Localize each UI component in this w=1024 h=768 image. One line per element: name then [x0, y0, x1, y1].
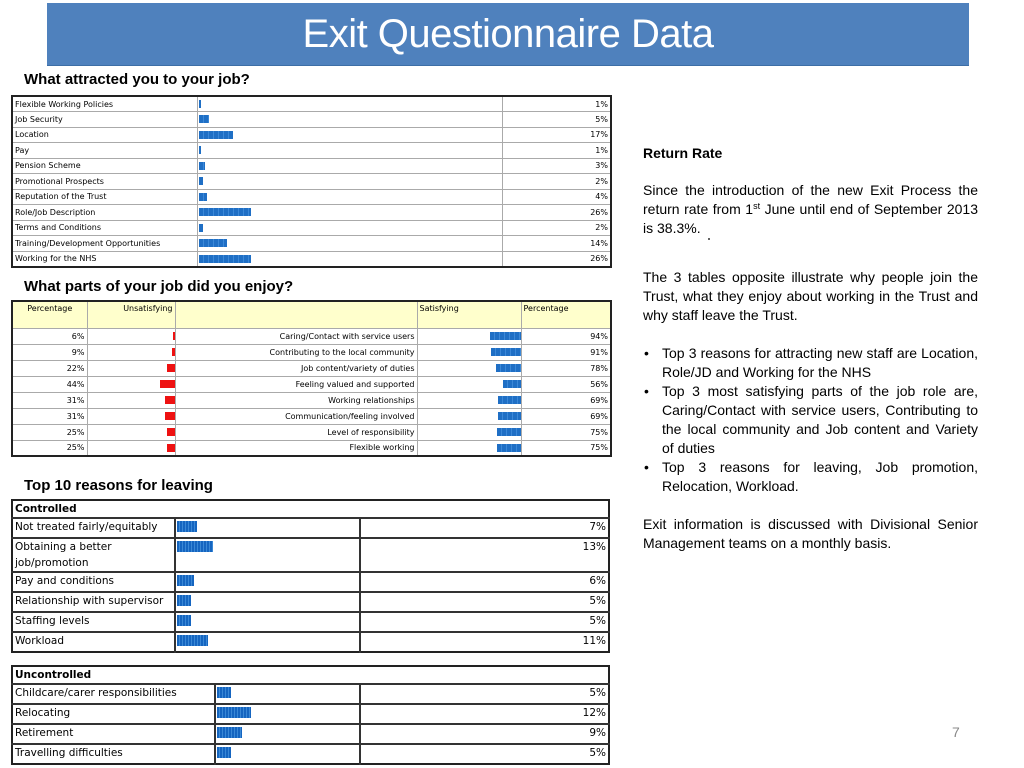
attracted-bar — [199, 239, 227, 247]
attracted-row — [12, 251, 611, 267]
attracted-row — [12, 174, 611, 190]
enjoy-row — [12, 392, 611, 408]
enjoy-category: Working relationships — [175, 392, 417, 408]
attracted-table — [11, 95, 612, 268]
enjoy-table — [11, 300, 612, 457]
attracted-bar — [199, 224, 203, 232]
uncontrolled-label: Retirement — [12, 724, 215, 744]
controlled-label: Pay and conditions — [12, 572, 175, 592]
stray-dot — [708, 238, 710, 240]
enjoy-row — [12, 360, 611, 376]
attracted-row — [12, 143, 611, 159]
summary-panel — [643, 144, 978, 572]
attracted-bar-cell — [197, 205, 502, 221]
title-banner — [47, 3, 969, 66]
controlled-bar-cell — [175, 538, 360, 572]
controlled-percentage: 5% — [360, 612, 609, 632]
enjoy-row — [12, 408, 611, 424]
satisfying-bar — [497, 444, 521, 452]
enjoy-category: Job content/variety of duties — [175, 360, 417, 376]
enjoy-category: Feeling valued and supported — [175, 376, 417, 392]
attracted-label: Working for the NHS — [12, 251, 197, 267]
attracted-row — [12, 220, 611, 236]
controlled-bar-cell — [175, 632, 360, 652]
satisfying-percentage: 94% — [521, 328, 611, 344]
unsatisfying-bar-cell — [87, 440, 175, 456]
attracted-label: Promotional Prospects — [12, 174, 197, 190]
return-rate-title: Return Rate — [643, 145, 723, 161]
controlled-label: Not treated fairly/equitably — [12, 518, 175, 538]
attracted-bar — [199, 193, 207, 201]
satisfying-percentage: 75% — [521, 424, 611, 440]
controlled-bar-cell — [175, 612, 360, 632]
attracted-bar-cell — [197, 174, 502, 190]
enjoy-heading: What parts of your job did you enjoy? — [24, 278, 294, 295]
unsatisfying-bar — [160, 380, 174, 388]
satisfying-percentage: 75% — [590, 443, 608, 453]
enjoy-category: Communication/feeling involved — [175, 408, 417, 424]
enjoy-row — [12, 328, 611, 344]
page-number: 7 — [952, 724, 960, 740]
controlled-percentage: 7% — [360, 518, 609, 538]
uncontrolled-bar — [217, 687, 231, 698]
controlled-row — [12, 612, 609, 632]
attracted-row — [12, 205, 611, 221]
uncontrolled-header: Uncontrolled — [12, 666, 609, 684]
attracted-label: Location — [12, 127, 197, 143]
controlled-bar — [177, 595, 191, 606]
unsatisfying-bar-cell — [87, 408, 175, 424]
attracted-label: Flexible Working Policies — [12, 96, 197, 112]
controlled-bar — [177, 615, 191, 626]
unsatisfying-bar-cell — [87, 424, 175, 440]
summary-closing: Exit information is discussed with Divisional Senior Management teams on a monthly basis. — [643, 516, 978, 551]
satisfying-bar — [497, 428, 521, 436]
satisfying-bar — [490, 332, 520, 340]
unsatisfying-bar — [167, 364, 174, 372]
controlled-percentage: 11% — [582, 635, 606, 647]
unsatisfying-bar-cell — [87, 392, 175, 408]
header-percentage-right: Percentage — [521, 301, 611, 328]
unsatisfying-percentage: 6% — [12, 328, 87, 344]
satisfying-bar-cell — [417, 424, 521, 440]
attracted-row — [12, 96, 611, 112]
attracted-row — [12, 112, 611, 128]
controlled-bar — [177, 521, 197, 532]
attracted-bar-cell — [197, 112, 502, 128]
satisfying-bar-cell — [417, 376, 521, 392]
unsatisfying-bar-cell — [87, 344, 175, 360]
attracted-row — [12, 189, 611, 205]
return-rate-text-b: June until end of September 2013 is 38.3%. — [643, 201, 979, 236]
attracted-percentage: 2% — [502, 174, 611, 190]
satisfying-bar-cell — [417, 392, 521, 408]
controlled-bar — [177, 541, 213, 552]
uncontrolled-percentage: 12% — [360, 704, 609, 724]
controlled-bar — [177, 575, 194, 586]
satisfying-bar — [503, 380, 521, 388]
attracted-bar — [199, 177, 203, 185]
controlled-label: Obtaining a better job/promotion — [12, 538, 175, 572]
controlled-percentage: 13% — [360, 538, 609, 572]
summary-intro: The 3 tables opposite illustrate why people join the Trust, what they enjoy about working in the Trust and why staff leave the Trust. — [643, 269, 978, 323]
enjoy-row — [12, 344, 611, 360]
attracted-row — [12, 236, 611, 252]
attracted-label: Pay — [12, 143, 197, 159]
attracted-bar-cell — [197, 96, 502, 112]
enjoy-row — [12, 440, 611, 456]
attracted-percentage: 26% — [590, 254, 608, 263]
satisfying-bar — [496, 364, 521, 372]
controlled-label: Staffing levels — [12, 612, 175, 632]
enjoy-category: Flexible working — [175, 440, 417, 456]
satisfying-percentage: 56% — [521, 376, 611, 392]
satisfying-percentage: 91% — [521, 344, 611, 360]
attracted-bar — [199, 255, 251, 263]
unsatisfying-bar — [167, 444, 175, 452]
header-category — [175, 301, 417, 328]
controlled-bar-cell — [175, 572, 360, 592]
enjoy-header-row — [12, 301, 611, 328]
return-rate-text — [643, 181, 978, 238]
controlled-row — [12, 632, 609, 652]
satisfying-bar-cell — [417, 440, 521, 456]
attracted-bar-cell — [197, 251, 502, 267]
summary-bullet: • Top 3 reasons for leaving, Job promotion, Relocation, Workload. — [643, 458, 978, 496]
attracted-bar-cell — [197, 220, 502, 236]
uncontrolled-bar — [217, 727, 242, 738]
controlled-row — [12, 592, 609, 612]
attracted-percentage: 26% — [502, 205, 611, 221]
unsatisfying-percentage: 31% — [12, 408, 87, 424]
uncontrolled-row — [12, 744, 609, 764]
unsatisfying-bar — [172, 348, 175, 356]
controlled-label: Workload — [12, 632, 175, 652]
summary-bullet: • Top 3 reasons for attracting new staff are Location, Role/JD and Working for the NHS — [643, 344, 978, 382]
uncontrolled-bar — [217, 747, 231, 758]
unsatisfying-percentage: 9% — [12, 344, 87, 360]
uncontrolled-bar-cell — [215, 744, 360, 764]
controlled-row — [12, 538, 609, 572]
uncontrolled-row — [12, 724, 609, 744]
controlled-bar-cell — [175, 592, 360, 612]
enjoy-row — [12, 376, 611, 392]
attracted-label: Terms and Conditions — [12, 220, 197, 236]
attracted-bar — [199, 146, 201, 154]
controlled-row — [12, 572, 609, 592]
uncontrolled-label: Relocating — [12, 704, 215, 724]
attracted-row — [12, 127, 611, 143]
satisfying-bar — [498, 412, 520, 420]
satisfying-bar-cell — [417, 360, 521, 376]
satisfying-bar — [498, 396, 520, 404]
satisfying-bar — [491, 348, 520, 356]
unsatisfying-percentage: 44% — [12, 376, 87, 392]
unsatisfying-bar-cell — [87, 360, 175, 376]
attracted-label: Job Security — [12, 112, 197, 128]
controlled-row — [12, 518, 609, 538]
controlled-header: Controlled — [12, 500, 609, 518]
attracted-label: Role/Job Description — [12, 205, 197, 221]
attracted-bar — [199, 100, 201, 108]
attracted-bar-cell — [197, 158, 502, 174]
attracted-label: Pension Scheme — [12, 158, 197, 174]
summary-bullet: • Top 3 most satisfying parts of the job role are, Caring/Contact with service users, Contributing to the local community and Job content and Variety of duties — [643, 382, 978, 458]
attracted-bar — [199, 162, 205, 170]
attracted-bar-cell — [197, 143, 502, 159]
unsatisfying-percentage: 22% — [12, 360, 87, 376]
attracted-heading: What attracted you to your job? — [24, 71, 250, 88]
header-unsatisfying: Unsatisfying — [87, 301, 175, 328]
return-rate-text-a: Since the introduction of the new Exit Process the return rate from 1 — [643, 182, 978, 217]
uncontrolled-bar — [217, 707, 251, 718]
ordinal-suffix: st — [753, 201, 761, 211]
leaving-heading: Top 10 reasons for leaving — [24, 477, 213, 494]
controlled-bar-cell — [175, 518, 360, 538]
attracted-bar — [199, 208, 251, 216]
satisfying-percentage: 69% — [521, 392, 611, 408]
attracted-percentage: 14% — [502, 236, 611, 252]
enjoy-row — [12, 424, 611, 440]
satisfying-bar-cell — [417, 408, 521, 424]
uncontrolled-table — [11, 665, 610, 765]
unsatisfying-bar-cell — [87, 376, 175, 392]
uncontrolled-percentage: 9% — [360, 724, 609, 744]
unsatisfying-percentage: 31% — [12, 392, 87, 408]
attracted-percentage: 17% — [502, 127, 611, 143]
attracted-label: Reputation of the Trust — [12, 189, 197, 205]
header-satisfying: Satisfying — [417, 301, 521, 328]
satisfying-bar-cell — [417, 344, 521, 360]
unsatisfying-percentage: 25% — [12, 424, 87, 440]
attracted-bar-cell — [197, 189, 502, 205]
unsatisfying-bar-cell — [87, 328, 175, 344]
enjoy-category: Contributing to the local community — [175, 344, 417, 360]
controlled-percentage: 6% — [360, 572, 609, 592]
attracted-bar — [199, 115, 209, 123]
attracted-percentage: 2% — [502, 220, 611, 236]
controlled-table — [11, 499, 610, 653]
controlled-bar — [177, 635, 208, 646]
attracted-bar-cell — [197, 127, 502, 143]
attracted-percentage: 4% — [502, 189, 611, 205]
satisfying-bar-cell — [417, 328, 521, 344]
controlled-label: Relationship with supervisor — [12, 592, 175, 612]
unsatisfying-bar — [167, 428, 175, 436]
attracted-percentage: 1% — [502, 143, 611, 159]
page-title: Exit Questionnaire Data — [302, 11, 714, 56]
uncontrolled-bar-cell — [215, 724, 360, 744]
uncontrolled-row — [12, 684, 609, 704]
attracted-bar — [199, 131, 233, 139]
attracted-bar-cell — [197, 236, 502, 252]
enjoy-category: Caring/Contact with service users — [175, 328, 417, 344]
header-percentage-left: Percentage — [12, 301, 87, 328]
uncontrolled-percentage: 5% — [589, 747, 606, 759]
uncontrolled-bar-cell — [215, 684, 360, 704]
attracted-label: Training/Development Opportunities — [12, 236, 197, 252]
uncontrolled-percentage: 5% — [360, 684, 609, 704]
unsatisfying-bar — [165, 412, 175, 420]
satisfying-percentage: 69% — [521, 408, 611, 424]
controlled-percentage: 5% — [360, 592, 609, 612]
uncontrolled-row — [12, 704, 609, 724]
uncontrolled-label: Childcare/carer responsibilities — [12, 684, 215, 704]
attracted-percentage: 1% — [502, 96, 611, 112]
unsatisfying-bar — [173, 332, 175, 340]
attracted-percentage: 3% — [502, 158, 611, 174]
attracted-percentage: 5% — [502, 112, 611, 128]
uncontrolled-bar-cell — [215, 704, 360, 724]
uncontrolled-label: Travelling difficulties — [12, 744, 215, 764]
satisfying-percentage: 78% — [521, 360, 611, 376]
attracted-row — [12, 158, 611, 174]
unsatisfying-bar — [165, 396, 175, 404]
summary-bullets — [643, 344, 978, 496]
enjoy-category: Level of responsibility — [175, 424, 417, 440]
unsatisfying-percentage: 25% — [12, 440, 87, 456]
